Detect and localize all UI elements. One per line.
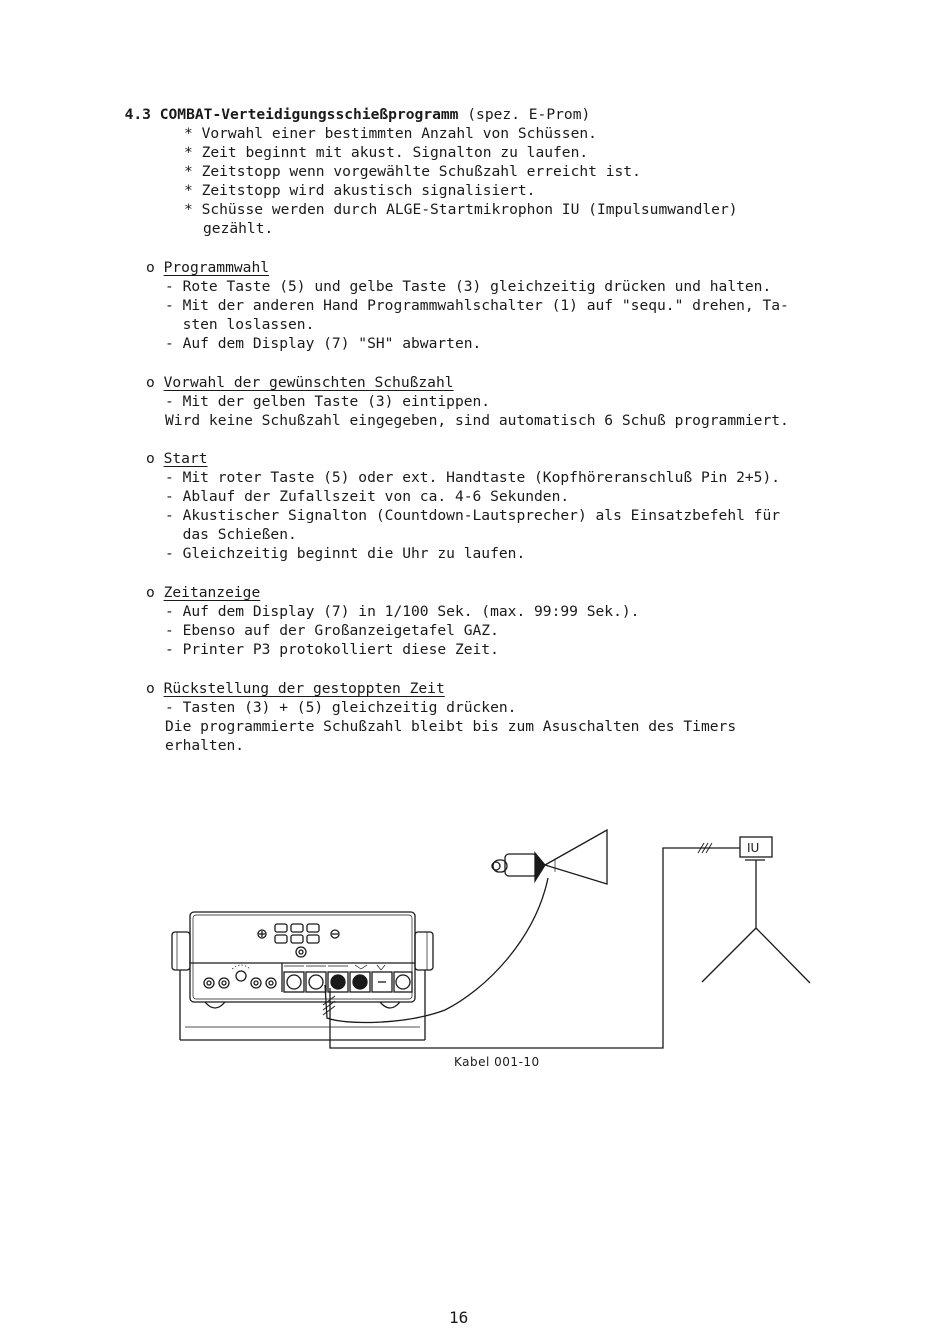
instruction-line: - Tasten (3) + (5) gleichzeitig drücken. (165, 699, 517, 716)
subsection-marker: o (146, 450, 155, 467)
subsection-heading (146, 373, 454, 392)
iu-tripod (702, 837, 810, 983)
feature-item: * Zeit beginnt mit akust. Signalton zu laufen. (184, 144, 589, 161)
connection-diagram (165, 820, 825, 1080)
feature-item: * Zeitstopp wird akustisch signalisiert. (184, 182, 536, 199)
subsection-title: Rückstellung der gestoppten Zeit (163, 680, 445, 697)
instruction-line: - Auf dem Display (7) "SH" abwarten. (165, 335, 482, 352)
instruction-line: - Auf dem Display (7) in 1/100 Sek. (max. 99:99 Sek.). (165, 603, 640, 620)
subsection-marker: o (146, 374, 155, 391)
subsection-heading (146, 449, 208, 468)
loudspeaker (492, 830, 607, 884)
instruction-line: - Ebenso auf der Großanzeigetafel GAZ. (165, 622, 499, 639)
speaker-cable (325, 878, 548, 1023)
feature-item-continuation: gezählt. (203, 220, 274, 237)
subsection-title: Vorwahl der gewünschten Schußzahl (163, 374, 454, 391)
instruction-line: - Mit der gelben Taste (3) eintippen. (165, 393, 491, 410)
subsection-heading (146, 258, 269, 277)
subsection-title: Start (163, 450, 208, 467)
instruction-line: Die programmierte Schußzahl bleibt bis zum Asuschalten des Timers (165, 718, 737, 735)
instruction-line: das Schießen. (165, 526, 297, 543)
subsection-heading (146, 679, 445, 698)
instruction-line: - Gleichzeitig beginnt die Uhr zu laufen. (165, 545, 526, 562)
subsection-marker: o (146, 584, 155, 601)
subsection-marker: o (146, 680, 155, 697)
subsection-marker: o (146, 259, 155, 276)
instruction-line: - Mit roter Taste (5) oder ext. Handtaste (Kopfhöreranschluß Pin 2+5). (165, 469, 781, 486)
feature-item: * Zeitstopp wenn vorgewählte Schußzahl erreicht ist. (184, 163, 641, 180)
subsection-heading (146, 583, 260, 602)
instruction-line: - Akustischer Signalton (Countdown-Lautsprecher) als Einsatzbefehl für (165, 507, 781, 524)
instruction-line: erhalten. (165, 737, 245, 754)
subsection-title: Programmwahl (163, 259, 270, 276)
instruction-line: - Ablauf der Zufallszeit von ca. 4-6 Sekunden. (165, 488, 570, 505)
section-title: COMBAT-Verteidigungsschießprogramm (159, 106, 459, 123)
feature-item: * Vorwahl einer bestimmten Anzahl von Schüssen. (184, 125, 597, 142)
instruction-line: - Mit der anderen Hand Programmwahlschalter (1) auf "sequ." drehen, Ta- (165, 297, 789, 314)
iu-label: IU (747, 841, 760, 855)
section-number: 4.3 (124, 106, 151, 123)
page-number: 16 (449, 1308, 469, 1327)
section-heading (107, 86, 590, 124)
instruction-line: - Printer P3 protokolliert diese Zeit. (165, 641, 499, 658)
instruction-line: sten loslassen. (165, 316, 315, 333)
cable-caption: Kabel 001-10 (454, 1055, 540, 1069)
instruction-line: Wird keine Schußzahl eingegeben, sind automatisch 6 Schuß programmiert. (165, 412, 789, 429)
feature-item: * Schüsse werden durch ALGE-Startmikrophon IU (Impulsumwandler) (184, 201, 738, 218)
section-subtitle: (spez. E-Prom) (467, 106, 591, 123)
subsection-title: Zeitanzeige (163, 584, 261, 601)
instruction-line: - Rote Taste (5) und gelbe Taste (3) gleichzeitig drücken und halten. (165, 278, 772, 295)
